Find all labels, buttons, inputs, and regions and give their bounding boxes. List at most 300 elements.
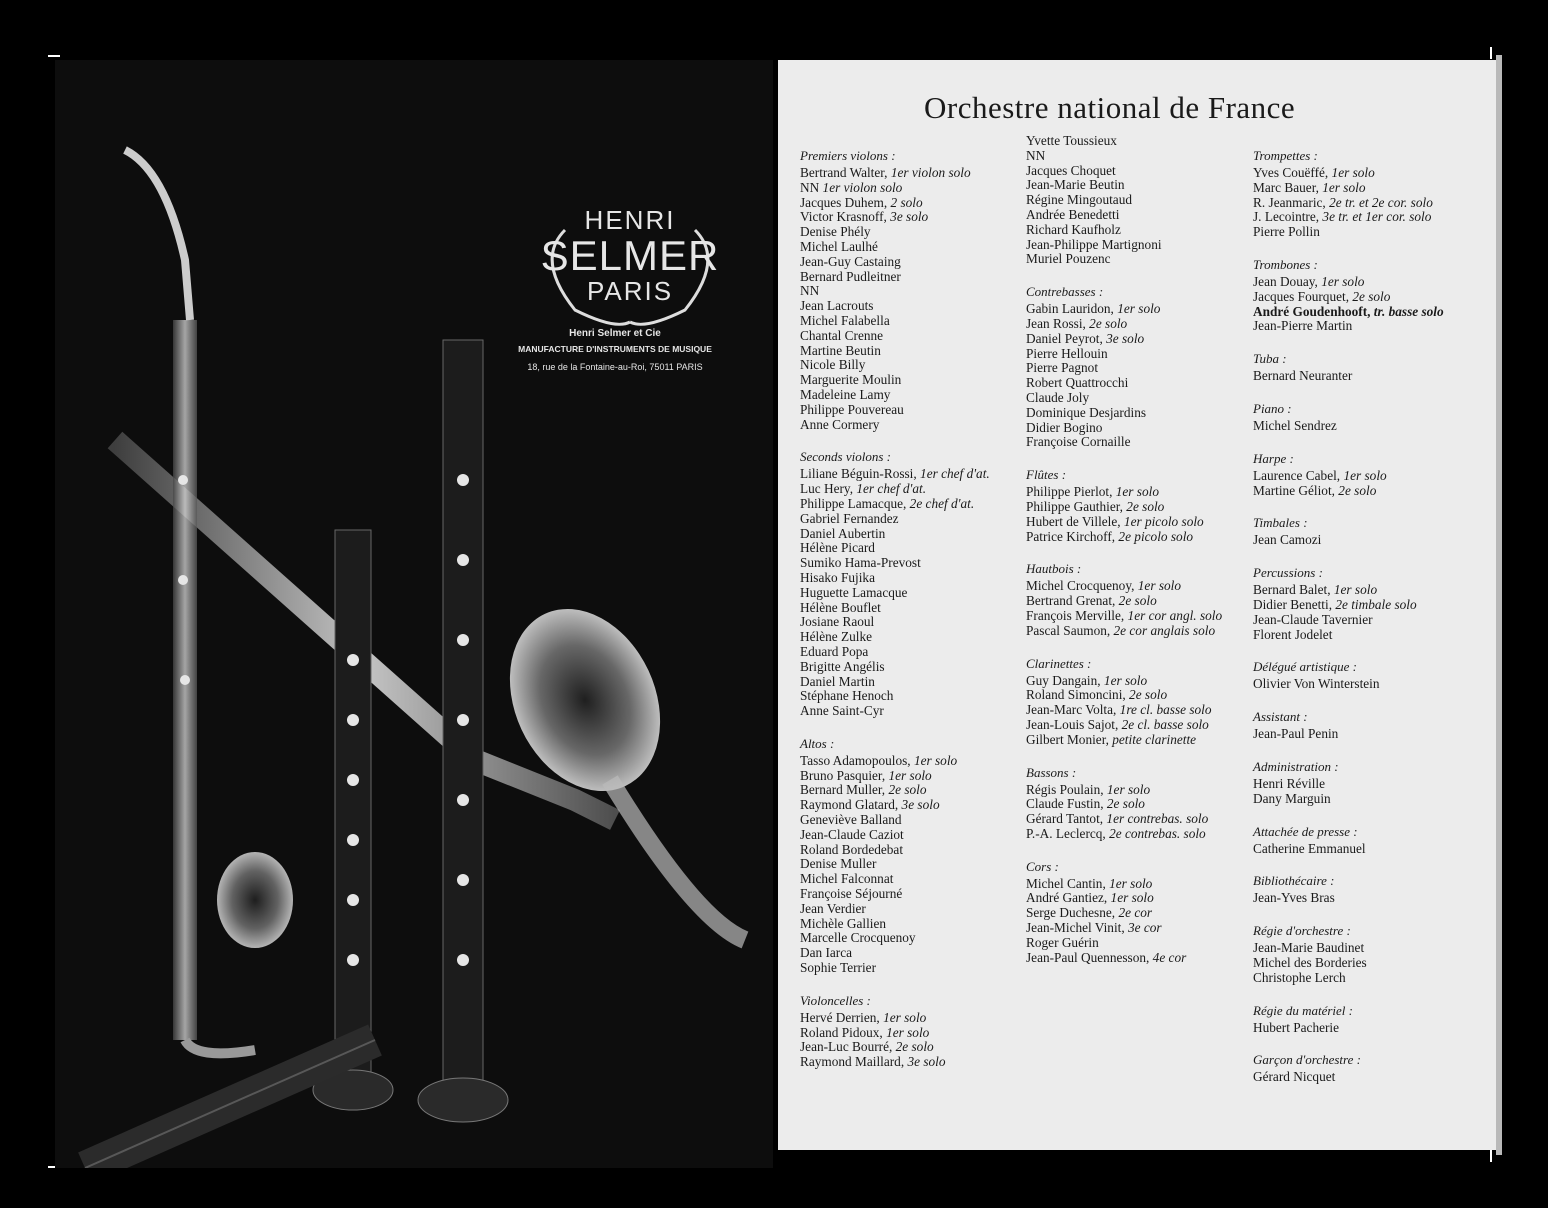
- roster-section: [1253, 923, 1493, 985]
- member-row: [800, 467, 1030, 482]
- member-row: [800, 887, 1030, 902]
- member-row: [1253, 533, 1493, 548]
- roster-section: [1253, 401, 1493, 434]
- member-role: 1er contrebas. solo: [1103, 811, 1209, 827]
- selmer-logo: [525, 175, 735, 307]
- member-row: [1253, 305, 1493, 320]
- roster-section: [800, 148, 1030, 432]
- roster-section: [1026, 284, 1256, 450]
- member-name: Pascal Saumon,: [1026, 622, 1111, 638]
- member-role: 3e solo: [904, 1054, 946, 1070]
- member-row: [1026, 149, 1256, 164]
- member-name: Robert Quattrocchi: [1026, 375, 1129, 391]
- member-row: [1253, 956, 1493, 971]
- member-name: Luc Hery,: [800, 481, 854, 497]
- member-role: 1er solo: [885, 767, 932, 783]
- member-name: Hélène Picard: [800, 540, 875, 556]
- member-name: Roger Guérin: [1026, 934, 1099, 950]
- member-row: [1026, 624, 1256, 639]
- member-row: [1026, 406, 1256, 421]
- roster-section: [1253, 1003, 1493, 1036]
- member-row: [1026, 797, 1256, 812]
- member-row: [1026, 193, 1256, 208]
- section-heading: Attachée de presse :: [1253, 823, 1358, 839]
- member-role: 1er solo: [1318, 179, 1366, 195]
- logo-selmer-text: SELMER: [540, 232, 720, 279]
- page-edge: [1496, 55, 1502, 1155]
- member-name: Anne Saint-Cyr: [800, 703, 884, 719]
- member-name: Bruno Pasquier,: [800, 767, 886, 783]
- member-row: [1026, 936, 1256, 951]
- member-name: Denise Phély: [800, 224, 871, 240]
- member-role: 1er solo: [1105, 875, 1153, 891]
- member-name: Jean-Michel Vinit,: [1026, 920, 1125, 936]
- member-row: [1026, 783, 1256, 798]
- member-role: 1er solo: [1330, 582, 1378, 598]
- roster-section: [1253, 709, 1493, 742]
- member-name: Nicole Billy: [800, 357, 866, 373]
- member-row: [1026, 877, 1256, 892]
- member-row: [1026, 238, 1256, 253]
- section-heading: Harpe :: [1253, 450, 1294, 466]
- member-row: [800, 704, 1030, 719]
- member-role: 3e cor: [1124, 920, 1162, 936]
- member-row: [800, 196, 1030, 211]
- member-role: 3e solo: [886, 209, 929, 225]
- member-name: P.-A. Leclercq,: [1026, 825, 1106, 841]
- member-row: [1253, 583, 1493, 598]
- member-row: [800, 240, 1030, 255]
- member-name: Philippe Lamacque,: [800, 495, 907, 511]
- member-row: [1026, 252, 1256, 267]
- member-row: [800, 813, 1030, 828]
- member-name: Bertrand Walter,: [800, 165, 888, 180]
- member-name: François Merville,: [1026, 607, 1125, 623]
- section-heading: Garçon d'orchestre :: [1253, 1052, 1361, 1068]
- section-heading: Trompettes :: [1253, 148, 1318, 163]
- member-name: R. Jeanmaric,: [1253, 194, 1326, 210]
- member-row: [1253, 842, 1493, 857]
- roster-section: [1253, 565, 1493, 642]
- member-name: Madeleine Lamy: [800, 386, 891, 402]
- member-row: [1026, 906, 1256, 921]
- section-heading: Seconds violons :: [800, 449, 891, 465]
- member-role: 2e chef d'at.: [906, 495, 975, 511]
- member-role: 1er solo: [1112, 484, 1159, 500]
- member-name: Victor Krasnoff,: [800, 209, 887, 225]
- member-row: [1253, 971, 1493, 986]
- member-row: [800, 284, 1030, 299]
- member-name: Bernard Muller,: [800, 782, 886, 798]
- member-role: 2 solo: [887, 194, 923, 210]
- member-name: Roland Pidoux,: [800, 1024, 883, 1040]
- member-name: Jean-Philippe Martignoni: [1026, 236, 1162, 252]
- section-heading: Trombones :: [1253, 256, 1318, 272]
- member-name: Daniel Peyrot,: [1026, 330, 1103, 346]
- member-name: Chantal Crenne: [800, 327, 884, 343]
- member-name: Henri Réville: [1253, 775, 1326, 791]
- member-row: [800, 541, 1030, 556]
- member-row: [1026, 223, 1256, 238]
- member-row: [1253, 777, 1493, 792]
- member-name: Roland Simoncini,: [1026, 687, 1126, 703]
- member-row: [1026, 609, 1256, 624]
- member-row: [1026, 376, 1256, 391]
- member-row: [1026, 530, 1256, 545]
- member-name: Marc Bauer,: [1253, 179, 1319, 195]
- member-row: [1253, 319, 1493, 334]
- roster-section: [800, 993, 1030, 1070]
- member-name: Hélène Zulke: [800, 629, 872, 645]
- member-row: [1253, 419, 1493, 434]
- section-heading: Contrebasses :: [1026, 284, 1104, 300]
- member-row: [800, 329, 1030, 344]
- member-role: 1er solo: [1134, 578, 1181, 594]
- member-name: Jean-Pierre Martin: [1253, 318, 1353, 334]
- member-name: Jean-Paul Penin: [1253, 726, 1339, 742]
- curved-saxophone-body: [115, 440, 745, 940]
- section-heading: Délégué artistique :: [1253, 659, 1357, 675]
- orchestra-roster-page: [778, 60, 1496, 1150]
- member-row: [800, 754, 1030, 769]
- roster-section: [800, 449, 1030, 719]
- member-row: [1253, 613, 1493, 628]
- member-name: Bernard Balet,: [1253, 582, 1331, 598]
- member-name: Dan Iarca: [800, 945, 853, 961]
- member-name: Philippe Gauthier,: [1026, 498, 1123, 514]
- member-row: [800, 675, 1030, 690]
- member-row: [1026, 674, 1256, 689]
- member-row: [1253, 290, 1493, 305]
- member-role: 1er chef d'at.: [853, 481, 927, 497]
- member-row: [1026, 500, 1256, 515]
- roster-section: [1026, 134, 1256, 267]
- member-role: 1er solo: [1340, 467, 1387, 483]
- member-name: Laurence Cabel,: [1253, 467, 1341, 483]
- member-role: 1er picolo solo: [1120, 513, 1204, 529]
- member-role: 1er solo: [1107, 890, 1154, 906]
- member-row: [800, 225, 1030, 240]
- section-heading: Bassons :: [1026, 764, 1077, 780]
- member-row: [1026, 164, 1256, 179]
- member-row: [800, 917, 1030, 932]
- member-row: [1026, 812, 1256, 827]
- company-info: [495, 328, 735, 372]
- member-row: [800, 418, 1030, 433]
- bass-clarinet: [125, 150, 293, 1053]
- member-name: Raymond Maillard,: [800, 1054, 905, 1070]
- section-heading: Administration :: [1253, 758, 1339, 774]
- member-name: Catherine Emmanuel: [1253, 840, 1366, 856]
- member-role: 1er cor angl. solo: [1124, 607, 1223, 623]
- member-role: 1er solo: [882, 1024, 930, 1040]
- member-name: Denise Muller: [800, 856, 877, 872]
- member-row: [1026, 951, 1256, 966]
- member-name: Michel Laulhé: [800, 238, 878, 254]
- member-row: [800, 1026, 1030, 1041]
- member-row: [800, 1011, 1030, 1026]
- member-row: [800, 931, 1030, 946]
- member-row: [800, 344, 1030, 359]
- member-role: 2e solo: [892, 1039, 934, 1055]
- member-name: Serge Duchesne,: [1026, 905, 1116, 921]
- member-row: [1026, 178, 1256, 193]
- member-row: [800, 388, 1030, 403]
- member-name: Dany Marguin: [1253, 790, 1331, 806]
- member-row: [1026, 347, 1256, 362]
- member-row: [800, 798, 1030, 813]
- roster-section: [1253, 515, 1493, 548]
- member-role: 2e tr. et 2e cor. solo: [1325, 194, 1433, 210]
- member-name: Jacques Duhem,: [800, 194, 888, 210]
- member-row: [800, 615, 1030, 630]
- member-name: Roland Bordedebat: [800, 841, 904, 857]
- member-row: [1026, 361, 1256, 376]
- member-name: Régis Poulain,: [1026, 781, 1104, 797]
- member-name: Guy Dangain,: [1026, 672, 1101, 688]
- member-row: [1253, 891, 1493, 906]
- member-name: Christophe Lerch: [1253, 969, 1346, 985]
- member-row: [800, 843, 1030, 858]
- member-row: [1026, 579, 1256, 594]
- member-row: [800, 1055, 1030, 1070]
- member-name: Philippe Pouvereau: [800, 401, 904, 417]
- scan-mark-top-left: [48, 55, 60, 57]
- member-row: [1026, 827, 1256, 842]
- member-row: [1026, 594, 1256, 609]
- member-name: Philippe Pierlot,: [1026, 484, 1113, 500]
- section-heading: Clarinettes :: [1026, 655, 1092, 671]
- member-name: Didier Benetti,: [1253, 596, 1333, 612]
- member-row: [800, 373, 1030, 388]
- member-name: Marguerite Moulin: [800, 372, 902, 388]
- member-row: [800, 210, 1030, 225]
- member-name: Marcelle Crocquenoy: [800, 930, 916, 946]
- member-name: Eduard Popa: [800, 643, 869, 659]
- member-name: Michèle Gallien: [800, 915, 887, 931]
- member-name: Françoise Séjourné: [800, 886, 903, 902]
- member-name: Pierre Pollin: [1253, 224, 1320, 240]
- member-name: Jean-Paul Quennesson,: [1026, 949, 1150, 965]
- member-role: 1er solo: [1317, 273, 1365, 289]
- member-row: [800, 689, 1030, 704]
- member-name: Régine Mingoutaud: [1026, 192, 1132, 208]
- member-row: [800, 299, 1030, 314]
- member-row: [1026, 435, 1256, 450]
- member-row: [1253, 792, 1493, 807]
- section-heading: Cors :: [1026, 858, 1059, 874]
- member-row: [800, 1040, 1030, 1055]
- member-row: [1253, 677, 1493, 692]
- member-row: [800, 270, 1030, 285]
- member-role: 2e solo: [1122, 498, 1165, 514]
- member-role: 3e solo: [898, 797, 940, 813]
- company-line: MANUFACTURE D'INSTRUMENTS DE MUSIQUE: [518, 344, 712, 354]
- member-row: [1026, 421, 1256, 436]
- member-name: Michel Falconnat: [800, 871, 894, 887]
- member-name: Jean-Claude Tavernier: [1253, 611, 1373, 627]
- member-name: Jean-Claude Caziot: [800, 826, 904, 842]
- member-name: Jean-Louis Sajot,: [1026, 716, 1119, 732]
- member-row: [1026, 921, 1256, 936]
- scan-mark-bottom-right: [1490, 1150, 1492, 1162]
- member-name: Olivier Von Winterstein: [1253, 676, 1380, 692]
- company-address: 18, rue de la Fontaine-au-Roi, 75011 PARIS: [527, 362, 703, 372]
- member-row: [800, 403, 1030, 418]
- member-name: Michel Sendrez: [1253, 417, 1337, 433]
- member-name: Gérard Tantot,: [1026, 811, 1104, 827]
- member-name: Claude Joly: [1026, 389, 1090, 405]
- member-name: Jean-Guy Castaing: [800, 253, 901, 269]
- member-role: 2e timbale solo: [1332, 596, 1417, 612]
- member-name: Pierre Pagnot: [1026, 360, 1099, 376]
- selmer-advertisement-page: [55, 60, 773, 1168]
- member-role: 2e cor anglais solo: [1110, 622, 1216, 638]
- member-name: Anne Cormery: [800, 416, 880, 432]
- member-name: Hubert Pacherie: [1253, 1019, 1340, 1035]
- member-name: Bernard Pudleitner: [800, 268, 901, 284]
- member-role: 1er solo: [910, 752, 958, 768]
- member-name: Huguette Lamacque: [800, 584, 908, 600]
- member-row: [800, 872, 1030, 887]
- member-row: [1253, 598, 1493, 613]
- member-name: André Goudenhooft,: [1253, 303, 1371, 319]
- section-heading: Assistant :: [1253, 709, 1308, 725]
- member-row: [1253, 210, 1493, 225]
- member-name: Gabriel Fernandez: [800, 510, 899, 526]
- member-row: [800, 255, 1030, 270]
- member-name: Didier Bogino: [1026, 419, 1103, 435]
- member-name: Michel des Borderies: [1253, 954, 1367, 970]
- member-row: [800, 769, 1030, 784]
- member-name: Hisako Fujika: [800, 569, 875, 585]
- member-role: 1er solo: [1113, 301, 1161, 317]
- member-role: 2e solo: [1115, 593, 1157, 609]
- section-heading: Régie du matériel :: [1253, 1002, 1353, 1018]
- member-name: Pierre Hellouin: [1026, 345, 1108, 361]
- member-row: [1026, 718, 1256, 733]
- member-role: 3e solo: [1102, 330, 1145, 346]
- member-role: 4e cor: [1149, 949, 1187, 965]
- member-name: Jean Douay,: [1253, 273, 1318, 289]
- member-row: [1026, 891, 1256, 906]
- member-row: [800, 497, 1030, 512]
- member-row: [800, 314, 1030, 329]
- roster-section: [1253, 351, 1493, 384]
- member-name: Brigitte Angélis: [800, 658, 885, 674]
- member-name: Jacques Fourquet,: [1253, 288, 1350, 304]
- roster-section: [1026, 656, 1256, 748]
- member-row: [800, 857, 1030, 872]
- member-row: [800, 166, 1030, 181]
- scan-mark-top-right: [1490, 47, 1492, 59]
- member-name: Richard Kaufholz: [1026, 221, 1121, 237]
- member-role: 2e contrebas. solo: [1105, 825, 1206, 841]
- roster-section: [1253, 1052, 1493, 1085]
- member-row: [800, 660, 1030, 675]
- member-row: [800, 645, 1030, 660]
- member-row: [800, 783, 1030, 798]
- member-name: Gabin Lauridon,: [1026, 301, 1114, 317]
- section-heading: Tuba :: [1253, 351, 1287, 367]
- member-name: Jean Camozi: [1253, 532, 1322, 548]
- member-name: Florent Jodelet: [1253, 626, 1333, 642]
- member-row: [1253, 727, 1493, 742]
- member-role: petite clarinette: [1108, 731, 1197, 747]
- roster-section: [1253, 759, 1493, 807]
- member-name: Michel Cantin,: [1026, 875, 1106, 891]
- section-heading: Altos :: [800, 735, 835, 751]
- roster-section: [1026, 859, 1256, 966]
- member-name: Jean-Marie Baudinet: [1253, 940, 1365, 956]
- member-name: Stéphane Henoch: [800, 688, 894, 704]
- member-row: [1253, 275, 1493, 290]
- member-role: 2e cor: [1115, 905, 1153, 921]
- member-name: Gérard Nicquet: [1253, 1069, 1336, 1085]
- member-role: 1er solo: [1328, 165, 1375, 180]
- section-heading: Violoncelles :: [800, 992, 871, 1008]
- section-heading: Premiers violons :: [800, 148, 896, 163]
- member-role: 2e cl. basse solo: [1118, 716, 1209, 732]
- roster-column-2: [1026, 133, 1256, 982]
- member-row: [1253, 469, 1493, 484]
- roster-column-3: [1253, 148, 1493, 1102]
- member-role: 2e solo: [1125, 687, 1168, 703]
- member-row: [1253, 369, 1493, 384]
- member-name: Martine Beutin: [800, 342, 881, 358]
- member-name: NN: [800, 179, 820, 195]
- member-name: Jean Rossi,: [1026, 315, 1086, 331]
- member-row: [1026, 134, 1256, 149]
- member-name: Yvette Toussieux: [1026, 133, 1117, 148]
- member-name: Sophie Terrier: [800, 960, 876, 976]
- member-name: Michel Crocquenoy,: [1026, 578, 1135, 594]
- roster-section: [1026, 467, 1256, 544]
- member-name: Geneviève Balland: [800, 812, 902, 828]
- member-role: 2e solo: [885, 782, 927, 798]
- member-name: Dominique Desjardins: [1026, 404, 1147, 420]
- member-name: Jean-Luc Bourré,: [800, 1039, 893, 1055]
- member-name: Jean-Yves Bras: [1253, 890, 1335, 906]
- logo-henri-text: HENRI: [584, 205, 676, 235]
- member-row: [1253, 1021, 1493, 1036]
- member-row: [1026, 332, 1256, 347]
- member-row: [800, 601, 1030, 616]
- member-row: [1026, 391, 1256, 406]
- member-row: [800, 586, 1030, 601]
- member-role: 1er chef d'at.: [916, 466, 990, 482]
- member-name: Jean Verdier: [800, 900, 866, 916]
- member-row: [1026, 688, 1256, 703]
- member-row: [800, 358, 1030, 373]
- member-role: 1er solo: [879, 1009, 927, 1025]
- section-heading: Régie d'orchestre :: [1253, 923, 1351, 939]
- member-name: Jean Lacrouts: [800, 298, 874, 314]
- member-row: [1253, 181, 1493, 196]
- member-role: 1er violon solo: [887, 165, 971, 180]
- member-name: Hervé Derrien,: [800, 1009, 880, 1025]
- section-heading: Hautbois :: [1026, 561, 1082, 577]
- roster-section: [1253, 659, 1493, 692]
- member-name: Bernard Neuranter: [1253, 368, 1353, 384]
- member-row: [1253, 166, 1493, 181]
- member-row: [800, 902, 1030, 917]
- member-name: Muriel Pouzenc: [1026, 251, 1111, 267]
- member-row: [800, 482, 1030, 497]
- roster-section: [1253, 873, 1493, 906]
- member-row: [1026, 733, 1256, 748]
- member-role: 2e solo: [1103, 796, 1145, 812]
